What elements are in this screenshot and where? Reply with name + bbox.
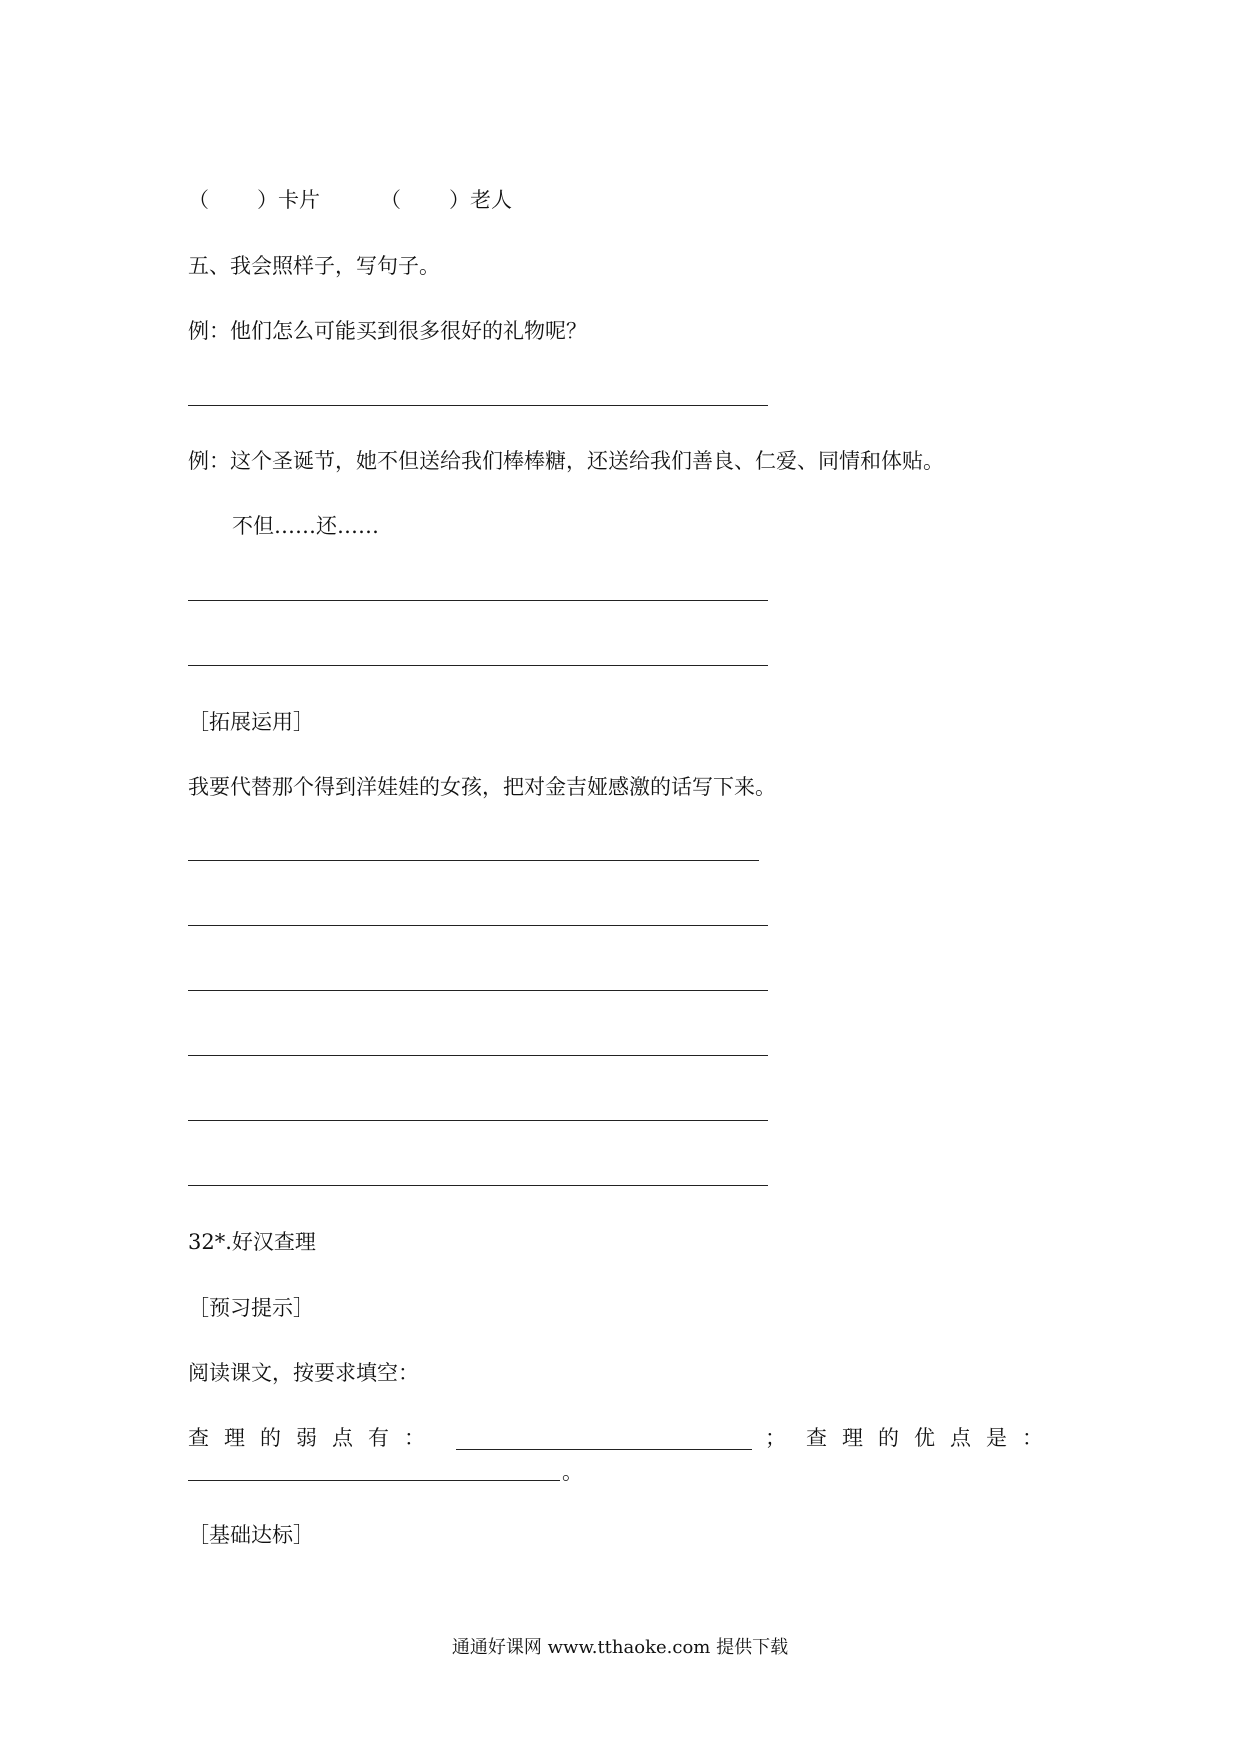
writing-line-1[interactable] bbox=[188, 860, 759, 861]
strength-answer-line[interactable] bbox=[188, 1480, 560, 1481]
lesson-title: 32*.好汉查理 bbox=[188, 1230, 316, 1254]
writing-line-4[interactable] bbox=[188, 1055, 768, 1056]
end-mark: 。 bbox=[562, 1460, 583, 1484]
writing-line-6[interactable] bbox=[188, 1185, 768, 1186]
oldman-label: ）老人 bbox=[449, 188, 512, 212]
extension-heading: ［拓展运用］ bbox=[188, 710, 314, 734]
card-open-paren: （ bbox=[188, 188, 209, 212]
basics-heading: ［基础达标］ bbox=[188, 1523, 314, 1547]
fill-in-oldman-item bbox=[380, 186, 512, 214]
answer-line-1[interactable] bbox=[188, 405, 768, 406]
weakness-answer-line[interactable] bbox=[456, 1449, 752, 1450]
answer-line-2[interactable] bbox=[188, 600, 768, 601]
exercise-five-heading: 五、我会照样子，写句子。 bbox=[188, 254, 440, 278]
weakness-label: 查理的弱点有： bbox=[188, 1426, 440, 1450]
card-label: ）卡片 bbox=[257, 188, 320, 212]
answer-line-3[interactable] bbox=[188, 665, 768, 666]
preview-heading: ［预习提示］ bbox=[188, 1296, 314, 1320]
strength-label: 查理的优点是： bbox=[806, 1426, 1058, 1450]
example-sentence-2: 例：这个圣诞节，她不但送给我们棒棒糖，还送给我们善良、仁爱、同情和体贴。 bbox=[188, 449, 944, 473]
writing-line-2[interactable] bbox=[188, 925, 768, 926]
example-sentence-1: 例：他们怎么可能买到很多很好的礼物呢？ bbox=[188, 319, 587, 343]
extension-prompt: 我要代替那个得到洋娃娃的女孩，把对金吉娅感激的话写下来。 bbox=[188, 775, 776, 799]
sentence-pattern: 不但……还…… bbox=[232, 514, 379, 538]
separator-mark: ； bbox=[765, 1426, 786, 1450]
writing-line-3[interactable] bbox=[188, 990, 768, 991]
fill-in-card-item bbox=[188, 186, 320, 214]
writing-line-5[interactable] bbox=[188, 1120, 768, 1121]
reading-instruction: 阅读课文，按要求填空： bbox=[188, 1361, 419, 1385]
page-footer: 通通好课网 www.tthaoke.com 提供下载 bbox=[451, 1637, 789, 1658]
oldman-open-paren: （ bbox=[380, 188, 401, 212]
